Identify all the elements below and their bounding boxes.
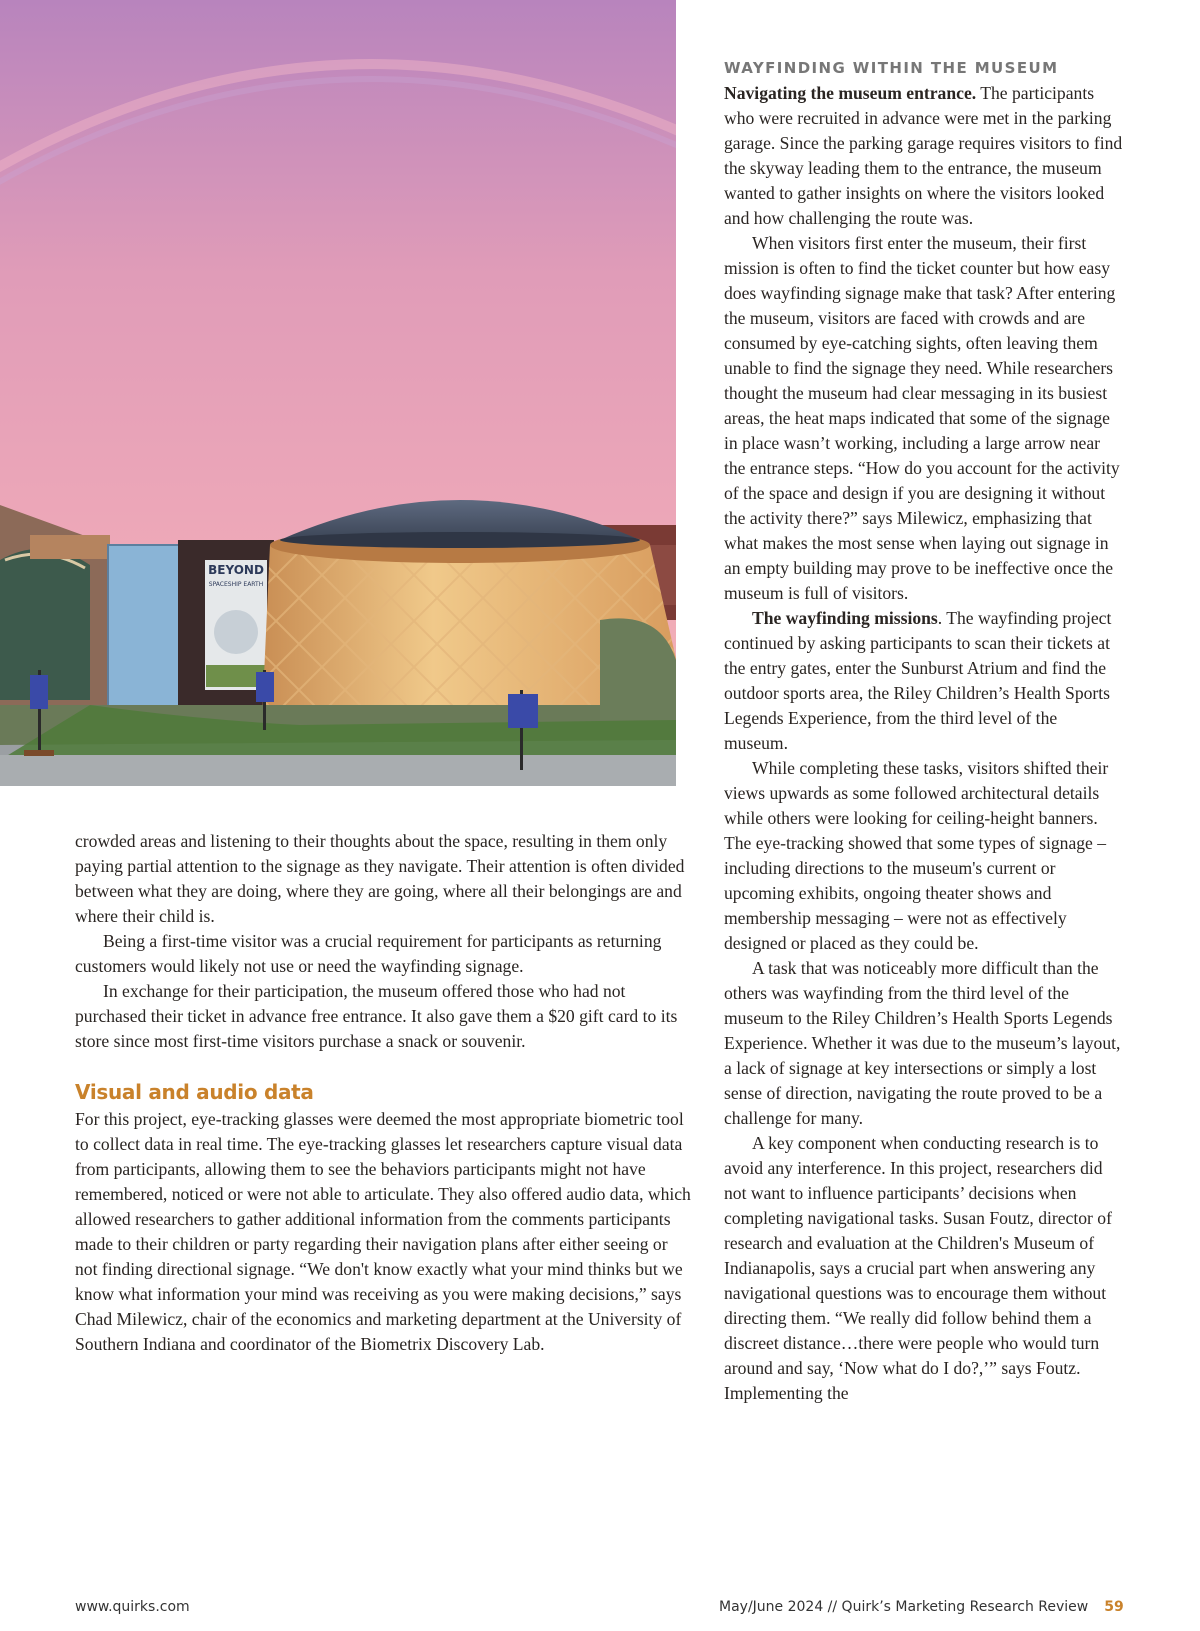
sign-subtitle: SPACESHIP EARTH (208, 581, 264, 588)
right-column (724, 55, 1124, 1406)
paragraph: crowded areas and listening to their thoughts about the space, resulting in them only paying partial attention to the signage as they navigate. Their attention is often divided between what they are doing, where they are going, where all their belongings are and where their child is. (75, 831, 685, 926)
paragraph: Being a first-time visitor was a crucial requirement for participants as returning customers would likely not use or need the wayfinding signage. (75, 931, 662, 976)
paragraph: In exchange for their participation, the museum offered those who had not purchased their ticket in advance free entrance. It also gave them a $20 gift card to its store since most first-time visitors purchase a snack or souvenir. (75, 981, 678, 1051)
paragraph: When visitors first enter the museum, their first mission is often to find the ticket counter but how easy does wayfinding signage make that task? After entering the museum, visitors are faced with crowds and are consumed by eye-catching sights, often leaving them unable to find the signage they need. While researchers thought the museum had clear messaging in its busiest areas, the heat maps indicated that some of the signage in place wasn’t working, including a large arrow near the entrance steps. “How do you account for the activity of the space and design if you are designing it without the activity there?” says Milewicz, emphasizing that what makes the most sense when laying out signage in an empty building may prove to be ineffective once the museum is full of visitors. (724, 233, 1120, 603)
museum-photo-illustration (0, 0, 676, 786)
museum-photo (0, 0, 676, 786)
section-kicker: WAYFINDING WITHIN THE MUSEUM (724, 59, 1059, 77)
paragraph: For this project, eye-tracking glasses were deemed the most appropriate biometric tool to collect data in real time. The eye-tracking glasses let researchers capture visual data from participants, allowing them to see the behaviors participants might not have remembered, noticed or were not able to articulate. They also offered audio data, which allowed researchers to gather additional information from the comments participants made to their children or party regarding their navigation plans after either seeing or not finding directional signage. “We don't know exactly what your mind thinks but we know what information your mind was receiving as you were making decisions,” says Chad Milewicz, chair of the economics and marketing department at the University of Southern Indiana and coordinator of the Biometrix Discovery Lab. (75, 1109, 691, 1354)
paragraph (724, 81, 1124, 231)
paragraph: A task that was noticeably more difficult than the others was wayfinding from the third level of the museum to the Riley Children’s Health Sports Legends Experience. Whether it was due to the museum’s layout, a lack of signage at key intersections or simply a lost sense of direction, navigating the route proved to be a challenge for many. (724, 958, 1121, 1128)
paragraph (724, 606, 1124, 756)
run-in-heading: Navigating the museum entrance. (724, 83, 977, 103)
paragraph: While completing these tasks, visitors shifted their views upwards as some followed architectural details while others were looking for ceiling-height banners. The eye-tracking showed that some types of signage – including directions to the museum's current or upcoming exhibits, ongoing theater shows and membership messaging – were not as effectively designed or placed as they could be. (724, 758, 1109, 953)
section-heading: Visual and audio data (75, 1080, 314, 1104)
sign-title: BEYOND (208, 563, 264, 577)
page-number: 59 (1104, 1599, 1124, 1615)
paragraph: A key component when conducting research is to avoid any interference. In this project, researchers did not want to influence participants’ decisions when completing navigational tasks. Susan Foutz, director of research and evaluation at the Children's Museum of Indianapolis, says a crucial part when answering any navigational questions was to encourage them without directing them. “We really did follow behind them a discreet distance…there were people who would turn around and say, ‘Now what do I do?,’” says Foutz. Implementing the (724, 1133, 1112, 1403)
left-column (75, 829, 693, 1357)
footer-issue-text: May/June 2024 // Quirk’s Marketing Research Review (719, 1599, 1089, 1615)
paragraph-text: The participants who were recruited in advance were met in the parking garage. Since the parking garage requires visitors to find the skyway leading them to the entrance, the museum wanted to gather insights on where the visitors looked and how challenging the route was. (724, 83, 1123, 228)
footer-website: www.quirks.com (75, 1599, 190, 1615)
paragraph-text: . The wayfinding project continued by asking participants to scan their tickets at the entry gates, enter the Sunburst Atrium and find the outdoor sports area, the Riley Children’s Health Sports Legends Experience, from the third level of the museum. (724, 608, 1112, 753)
footer-issue (719, 1599, 1124, 1615)
run-in-heading: The wayfinding missions (752, 608, 938, 628)
